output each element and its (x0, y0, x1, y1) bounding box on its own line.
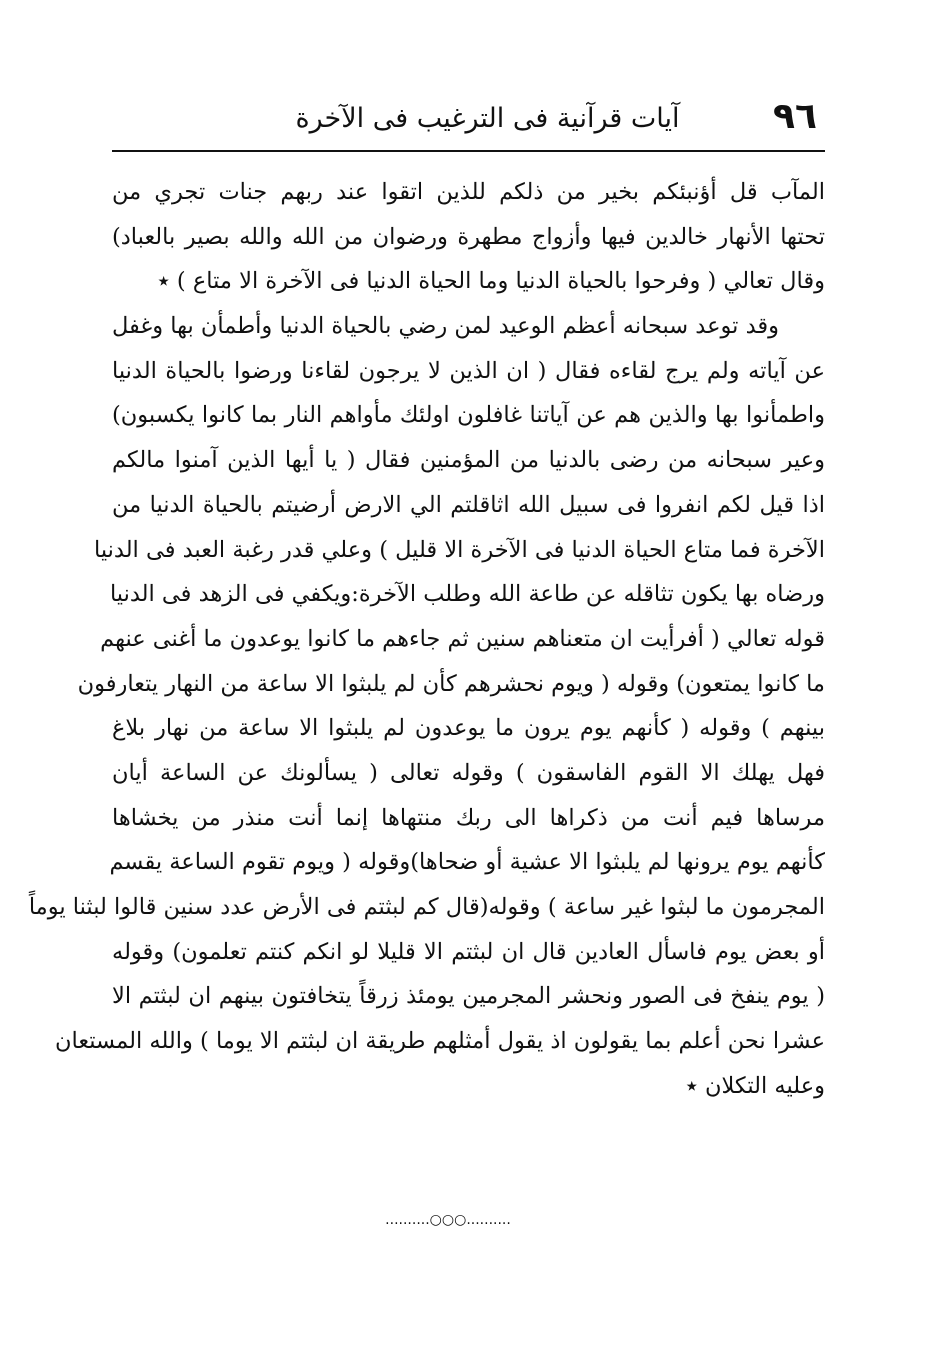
text-line: عشرا نحن أعلم بما يقولون اذ يقول أمثلهم طريقة ان لبثتم الا يوما ) والله المستعان (55, 1028, 825, 1055)
text-line: فهل يهلك الا القوم الفاسقون ) وقوله تعالى ( يسألونك عن الساعة أيان (112, 759, 825, 786)
text-line: ورضاه بها يكون تثاقله عن طاعة الله وطلب الآخرة:ويكفي فى الزهد فى الدنيا (109, 581, 825, 608)
text-line: واطمأنوا بها والذين هم عن آياتنا غافلون اولئك مأواهم النار بما كانوا يكسبون) (112, 402, 825, 429)
text-line: عن آياته ولم يرج لقاءه فقال ( ان الذين لا يرجون لقاءنا ورضوا بالحياة الدنيا (112, 357, 825, 384)
text-line: وقال تعالي ( وفرحوا بالحياة الدنيا وما الحياة الدنيا فى الآخرة الا متاع ) ٭ (157, 268, 825, 295)
text-line: وعير سبحانه من رضى بالدنيا من المؤمنين فقال ( يا أيها الذين آمنوا مالكم (112, 447, 825, 474)
text-line: اذا قيل لكم انفروا فى سبيل الله اثاقلتم الي الارض أرضيتم بالحياة الدنيا من (112, 491, 825, 518)
body-text (28, 170, 825, 1108)
text-line: المجرمون ما لبثوا غير ساعة ) وقوله(قال كم لبثتم فى الأرض عدد سنين قالوا لبثنا يوماً (28, 894, 825, 920)
paragraph-start-line: وقد توعد سبحانه أعظم الوعيد لمن رضي بالحياة الدنيا وأطمأن بها وغفل (112, 313, 779, 340)
page-header (110, 95, 825, 145)
text-line: ( يوم ينفخ فى الصور ونحشر المجرمين يومئذ زرقاً يتخافتون بينهم ان لبثتم الا (112, 983, 825, 1010)
text-line: ما كانوا يمتعون) وقوله ( ويوم نحشرهم كأن لم يلبثوا الا ساعة من النهار يتعارفون (77, 670, 825, 697)
text-line: كأنهم يوم يرونها لم يلبثوا الا عشية أو ضحاها)وقوله ( ويوم تقوم الساعة يقسم (109, 849, 825, 876)
header-rule (112, 150, 825, 152)
running-title: آيات قرآنية فى الترغيب فى الآخرة (295, 103, 680, 134)
text-line: وعليه التكلان ٭ (685, 1072, 825, 1099)
text-line: المآب قل أؤنبئكم بخير من ذلكم للذين اتقوا عند ربهم جنات تجري من (112, 179, 825, 205)
text-line: مرساها فيم أنت من ذكراها الى ربك منتهاها إنما أنت منذر من يخشاها (112, 804, 825, 831)
text-line: الآخرة فما متاع الحياة الدنيا فى الآخرة الا قليل ) وعلي قدر رغبة العبد فى الدنيا (93, 536, 825, 563)
text-line: بينهم ) وقوله ( كأنهم يوم يرون ما يوعدون لم يلبثوا الا ساعة من نهار بلاغ (112, 715, 825, 742)
text-line: تحتها الأنهار خالدين فيها وأزواج مطهرة ورضوان من الله والله بصير بالعباد) (112, 223, 825, 250)
end-ornament: ..........○○○.......... (385, 1212, 511, 1228)
text-line: أو بعض يوم فاسأل العادين قال ان لبثتم الا قليلا لو انكم كنتم تعلمون) وقوله (112, 938, 825, 965)
page-number: ٩٦ (773, 96, 817, 137)
text-line: قوله تعالي ( أفرأيت ان متعناهم سنين ثم جاءهم ما كانوا يوعدون ما أغنى عنهم (100, 625, 825, 652)
